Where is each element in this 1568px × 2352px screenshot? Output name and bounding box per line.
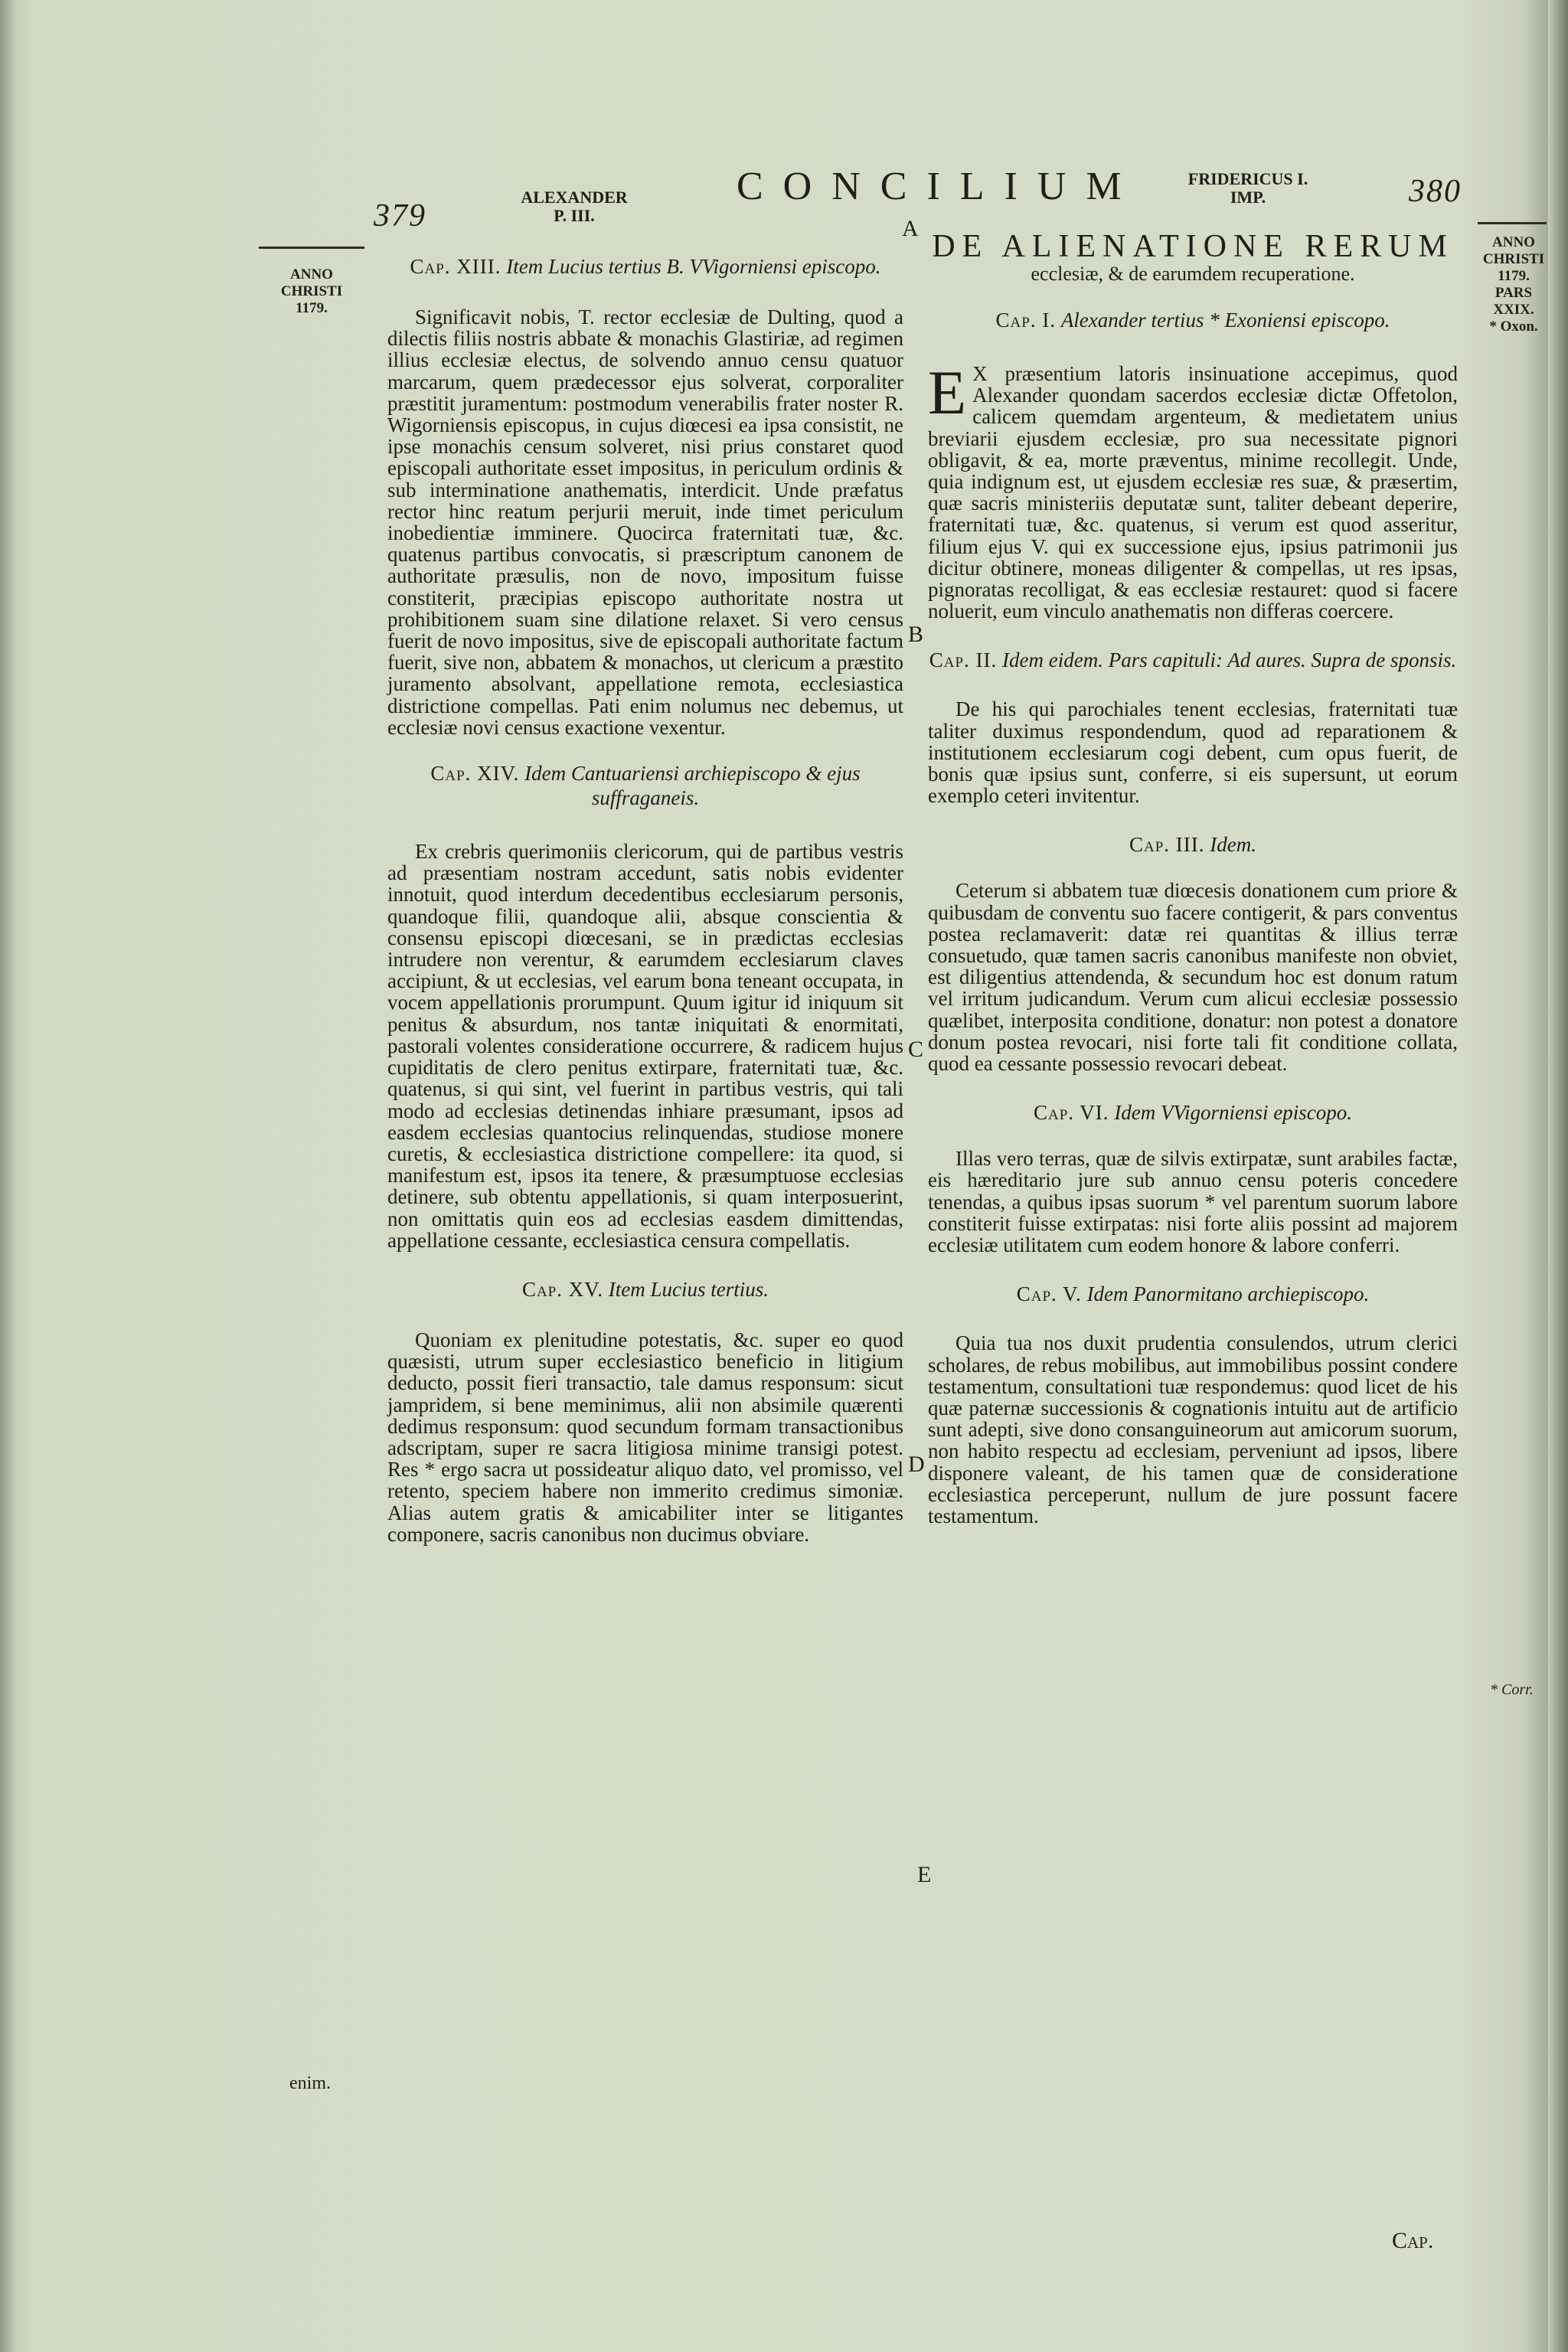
cap-vi-heading [928, 1100, 1458, 1125]
header-right-label-1: FRIDERICUS I. [1187, 169, 1308, 188]
header-left-label [505, 188, 643, 225]
margin-christi-left: CHRISTI [280, 283, 343, 299]
catchword: Cap. [1392, 2228, 1434, 2253]
section-subtitle: ecclesiæ, & de earumdem recuperatione. [1031, 263, 1355, 285]
margin-anno-left: ANNO [290, 266, 333, 283]
section-letter-b: B [908, 622, 924, 647]
drop-cap-initial: E [928, 358, 967, 427]
cap-iii-label: Cap. III. [1129, 833, 1205, 857]
right-column [928, 230, 1458, 1527]
cap-i-label: Cap. I. [995, 309, 1057, 332]
margin-pars-label: PARS [1494, 285, 1533, 301]
section-letter-c: C [908, 1037, 924, 1062]
cap-iii-heading [928, 832, 1458, 857]
section-letter-a: A [902, 216, 919, 241]
margin-year-value-right: 1179. [1498, 268, 1530, 284]
cap-xiv-heading [387, 761, 903, 810]
page-title: CONCILIUM [737, 165, 1142, 208]
cap-iii-subtitle: Idem. [1210, 833, 1256, 857]
margin-year-left [259, 266, 364, 317]
margin-corr-note: * Corr. [1490, 1681, 1534, 1698]
margin-rule-right [1478, 222, 1547, 224]
page-number-right: 380 [1409, 174, 1462, 209]
cap-i-heading [928, 308, 1458, 332]
cap-v-text: Quia tua nos duxit prudentia consulendos, utrum clerici scholares, de rebus mobilibus, aut immobilibus possint condere testamentum, consultationi tuæ respondemus: quod licet de his quæ paternæ successionis & cognationis intuitu aut de artificio sunt adepti, sive dono consanguineorum aut amicorum suorum, non habito respectu ad ecclesiam, perveniunt ad ipsos, libere disponere valeant, de his tamen quæ de consideratione ecclesiastica perceperunt, nullum de jure possunt facere testamentum. [928, 1331, 1458, 1527]
cap-xiii-heading [387, 254, 903, 279]
margin-year-right [1472, 234, 1556, 335]
cap-xiii-text: Significavit nobis, T. rector ecclesiæ de Dulting, quod a dilectis filiis nostris abbate & monachis Glastiriæ, ad regimen illius ecclesiæ electus, de solvendo annuo censu quatuor marcarum, quem prædecessor ejus solverat, corporaliter præstitit juramentum: postmodum venerabilis frater noster R. Wigorniensis episcopus, in cujus diœcesi ea ipsa consistit, ne ipse monachis censum solveret, nisi prius constaret quod episcopali authoritate esset impositus, in periculum ordinis & sub interminatione anathematis, interdicit. Unde præfatus rector hinc reatum perjurii meruit, inde timet periculum inobedientiæ imminere. Quocirca fraternitati tuæ, &c. quatenus partibus convocatis, si præscriptum canonem de authoritate præsulis, non de novo, impositum fuisse constiterit, præcipias episcopo authoritate nostra ut prohibitionem suam sine dilatione relaxet. Si vero census fuerit de novo impositus, sive de episcopali authoritate factum fuerit, sive non, abbatem & monachos, ut clericum a præstito juramento absolvant, appellatione remota, ecclesiastica districtione compellas. Pati enim nolumus nec debemus, ut ecclesiæ novi census exactione vexentur. [387, 305, 903, 739]
margin-year-value-left: 1179. [296, 300, 328, 316]
cap-xv-subtitle: Item Lucius tertius. [608, 1277, 769, 1301]
cap-xiv-label: Cap. XIV. [430, 762, 520, 786]
cap-xv-heading [387, 1277, 903, 1302]
header-right-label-2: IMP. [1230, 188, 1266, 207]
margin-oxon-note: * Oxon. [1489, 318, 1538, 335]
margin-christi-right: CHRISTI [1482, 251, 1545, 267]
cap-v-label: Cap. V. [1016, 1282, 1082, 1306]
book-spine-shadow [0, 0, 14, 2352]
cap-ii-heading [928, 648, 1458, 672]
header-left-label-1: ALEXANDER [521, 188, 628, 207]
cap-vi-subtitle: Idem VVigorniensi episcopo. [1114, 1101, 1352, 1125]
section-letter-e: E [917, 1862, 932, 1887]
margin-anno-right: ANNO [1492, 234, 1535, 250]
cap-xv-label: Cap. XV. [521, 1277, 604, 1301]
cap-i-text: X præsentium latoris insinuatione accepimus, quod Alexander quondam sacerdos ecclesiæ dictæ Offetolon, calicem quemdam argenteum, & medietatem unius breviarii ejusdem ecclesiæ, pro sua necessitate pignori obligavit, & ea, morte præventus, minime recollegit. Unde, quia indignum est, ut ejusdem ecclesiæ res suæ, & præsertim, quæ sacris ministeriis deputatæ sunt, taliter debeant deperire, fraternitati tuæ, &c. quatenus, si verum est quod asseritur, filium ejus V. qui ex successione ejus, ipsius patrimonii jus dicitur obtinere, moneas diligenter & compellas, ut res ipsas, pignoratas recolligat, & eas ecclesiæ restauret: quod si facere noluerit, eum vinculo anathematis non differas coercere. [928, 362, 1458, 623]
cap-i-paragraph [928, 358, 1458, 623]
header-right-label [1171, 170, 1325, 207]
left-column [387, 254, 903, 1545]
cap-v-heading [928, 1282, 1458, 1306]
cap-xiii-subtitle: Item Lucius tertius B. VVigorniensi episcopo. [506, 255, 881, 278]
margin-pars-number: XXIX. [1493, 302, 1534, 318]
cap-vi-label: Cap. VI. [1034, 1101, 1109, 1125]
section-title: DE ALIENATIONE RERUM [932, 229, 1454, 264]
cap-ii-subtitle: Idem eidem. Pars capituli: Ad aures. Supra de sponsis. [1002, 648, 1457, 672]
margin-note-enim: enim. [289, 2073, 331, 2093]
cap-iii-text: Ceterum si abbatem tuæ diœcesis donationem cum priore & quibusdam de conventu suo facere contigerit, & pars conventus postea reclamaverit: datæ rei quantitas & illius terræ consuetudo, quæ tamen sacris canonibus manifeste non obviet, est diligentius attendenda, & secundum hoc est donum ratum vel irritum judicandum. Verum cum alicui ecclesiæ possessio quælibet, interposita conditione, donatur: non potest a donatore donum postea revocari, nisi forte tali fit conditione collata, quod ea cessante possessio revocari debeat. [928, 879, 1458, 1076]
cap-xiv-subtitle: Idem Cantuariensi archiepiscopo & ejus suffraganeis. [524, 762, 861, 810]
cap-xv-text: Quoniam ex plenitudine potestatis, &c. super eo quod quæsisti, utrum super ecclesiastico beneficio in litigium deducto, possit fieri transactio, tale damus responsum: sicut jampridem, si bene meminimus, alii non absimile quærenti dedimus responsum: quod secundum formam transactionibus adscriptam, super re sacra litigiosa minime transigi potest. Res * ergo sacra ut possideatur aliquo dato, vel promisso, vel retento, speciem habere non immerito credimus simoniæ. Alias autem gratis & amicabiliter inter se litigantes componere, sacris canonibus non ducimus obviare. [387, 1328, 903, 1546]
cap-xiii-label: Cap. XIII. [410, 255, 501, 278]
margin-rule-left [259, 247, 364, 249]
cap-xiv-text: Ex crebris querimoniis clericorum, qui de partibus vestris ad præsentiam nostram accedunt, satis nobis evidenter innotuit, quod interdum decedentibus ecclesiarum personis, quandoque filii, quandoque alii, absque conscientia & consensu episcopi diœcesani, se in prædictas ecclesias intrudere non verentur, & earumdem ecclesiarum claves accipiunt, & ut ecclesias, vel earum bona teneant occupata, in vocem appellationis prorumpunt. Quum igitur id iniquum sit penitus & absurdum, nos tantæ iniquitati & enormitati, pastorali volentes consideratione occurrere, & radicem hujus cupiditatis de clero penitus extirpare, fraternitati tuæ, &c. quatenus, si qui sint, vel fuerint in partibus vestris, qui tali modo ad ecclesias detinendas inhiare præsumant, ipsos ad easdem ecclesias quantocius relinquendas, studiose monere curetis, & ecclesiastica districtione compellere: ita quod, si manifestum est, ipsos ita tenere, & præsumptuose ecclesias detinere, sub obtentu appellationis, si quam interposuerint, non omittatis quin eos ad ecclesias easdem dimittendas, appellatione cessante, ecclesiastica censura compellatis. [387, 840, 903, 1252]
page-number-left: 379 [374, 198, 426, 234]
cap-ii-text: De his qui parochiales tenent ecclesias, fraternitati tuæ taliter duximus respondendum, quod ad reparationem & institutionem ecclesiarum cogi debent, cum opus fuerit, de bonis quæ ipsius sunt, conferre, si eis supersunt, ut eorum exemplo ceteri invitentur. [928, 697, 1458, 808]
cap-vi-text: Illas vero terras, quæ de silvis extirpatæ, sunt arabiles factæ, eis hæreditario jure sub annuo censu poteris concedere tenendas, a quibus ipsas suorum * vel parentum suorum labore constiterit fuisse extirpatas: nisi forte aliis possint ad majorem ecclesiæ utilitatem cum eodem honore & labore conferri. [928, 1147, 1458, 1257]
cap-v-subtitle: Idem Panormitano archiepiscopo. [1086, 1282, 1370, 1306]
cap-i-subtitle: Alexander tertius * Exoniensi episcopo. [1060, 309, 1390, 332]
header-left-label-2: P. III. [554, 206, 595, 225]
page-edge-shadow [1548, 0, 1568, 2352]
cap-ii-label: Cap. II. [929, 648, 998, 672]
section-letter-d: D [908, 1452, 925, 1477]
